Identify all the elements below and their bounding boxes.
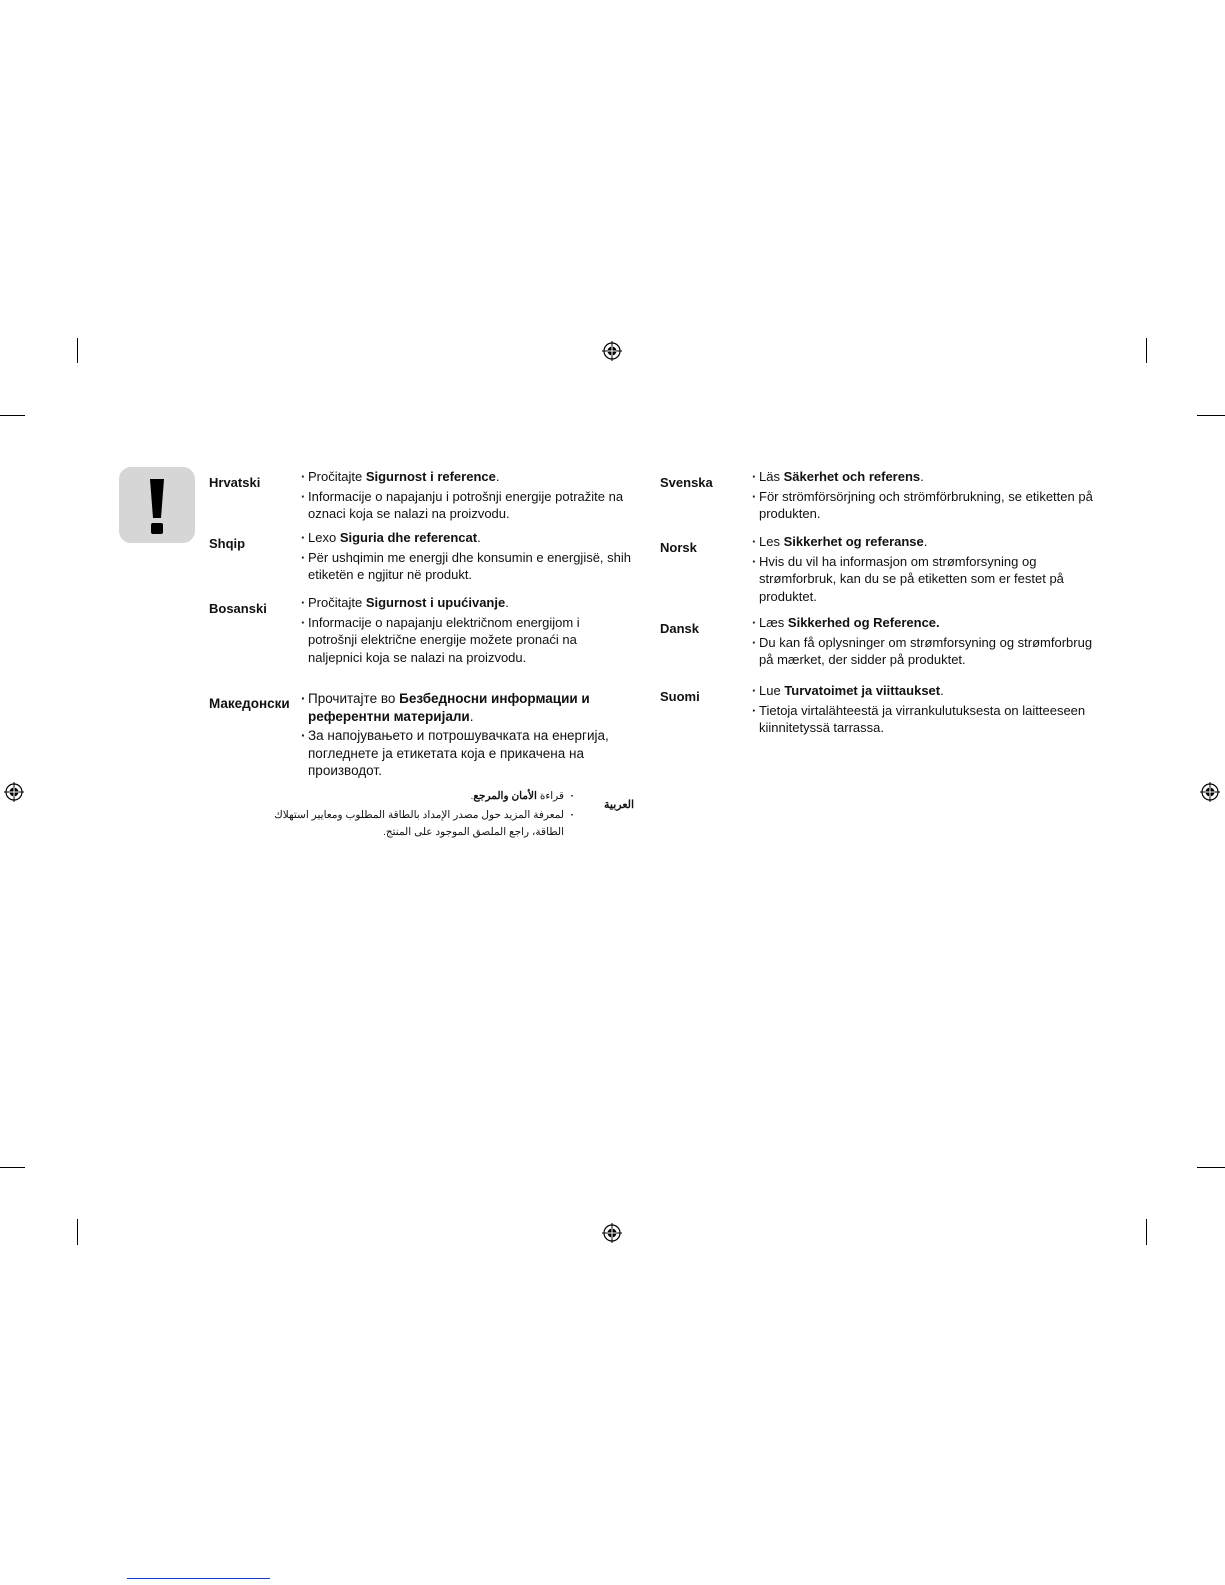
document-title: Säkerhet och referens (783, 469, 921, 484)
language-label-hrvatski: Hrvatski (209, 475, 261, 490)
registration-mark-icon (1200, 782, 1220, 802)
section-svenska (752, 468, 1107, 525)
section-bosanski (301, 594, 606, 668)
language-label-makedonski: Македонски (209, 696, 290, 711)
bullet-power-info: · За напојувањето и потрошувачката на енергија, погледнете ја етикетата која е прикачена на производот. (301, 727, 621, 780)
section-dansk (752, 614, 1097, 671)
crop-mark-upper-right-horizontal (1197, 415, 1225, 416)
crop-mark-lower-left-horizontal (0, 1167, 25, 1168)
document-title: Turvatoimet ja viittaukset (784, 683, 941, 698)
section-suomi (752, 682, 1112, 739)
section-makedonski (301, 690, 621, 782)
document-title: Sikkerhed og Reference. (787, 615, 940, 630)
crop-mark-bottom-right-vertical (1146, 1219, 1147, 1245)
bullet-power-info: · Hvis du vil ha informasjon om strømforsyning og strømforbruk, kan du se på etiketten som er festet på produktet. (752, 553, 1097, 606)
bullet-read: · Lue Turvatoimet ja viittaukset. (752, 682, 1112, 700)
crop-mark-upper-left-horizontal (0, 415, 25, 416)
document-title: Sigurnost i upućivanje (365, 595, 506, 610)
language-label-dansk: Dansk (660, 621, 700, 636)
warning-box (119, 467, 195, 543)
crop-mark-bottom-left-vertical (77, 1219, 78, 1245)
bullet-power-info: · لمعرفة المزيد حول مصدر الإمداد بالطاقة المطلوب ومعايير استهلاك الطاقة، راجع الملصق الموجود على المنتج. (268, 807, 574, 841)
document-title: Sikkerhet og referanse (783, 534, 924, 549)
bullet-power-info: · Tietoja virtalähteestä ja virrankulutuksesta on laitteeseen kiinnitetyssä tarrassa. (752, 702, 1112, 737)
language-label-arabic: العربية (604, 799, 635, 811)
section-norsk (752, 533, 1097, 607)
bullet-read: · Läs Säkerhet och referens. (752, 468, 1107, 486)
bullet-power-info: · Për ushqimin me energji dhe konsumin e energjisë, shih etiketën e ngjitur në produkt. (301, 549, 631, 584)
footer-line (127, 1578, 270, 1579)
bullet-read: · قراءة الأمان والمرجع. (268, 788, 574, 805)
section-shqip (301, 529, 631, 586)
language-label-svenska: Svenska (660, 475, 713, 490)
language-label-norsk: Norsk (660, 540, 697, 555)
section-arabic (268, 788, 574, 843)
document-title: Siguria dhe referencat (339, 530, 478, 545)
bullet-read: · Прочитајте во Безбедносни информации и референтни материјали. (301, 690, 621, 725)
crop-mark-lower-right-horizontal (1197, 1167, 1225, 1168)
bullet-read: · Pročitajte Sigurnost i upućivanje. (301, 594, 606, 612)
bullet-read: · Lexo Siguria dhe referencat. (301, 529, 631, 547)
bullet-read: · Les Sikkerhet og referanse. (752, 533, 1097, 551)
registration-mark-icon (602, 341, 622, 361)
crop-mark-top-right-vertical (1146, 338, 1147, 363)
bullet-power-info: · För strömförsörjning och strömförbrukning, se etiketten på produkten. (752, 488, 1107, 523)
bullet-power-info: · Informacije o napajanju i potrošnji energije potražite na oznaci koja se nalazi na proizvodu. (301, 488, 646, 523)
language-label-bosanski: Bosanski (209, 601, 267, 616)
bullet-power-info: · Du kan få oplysninger om strømforsyning og strømforbrug på mærket, der sidder på produktet. (752, 634, 1097, 669)
crop-mark-top-left-vertical (77, 338, 78, 363)
bullet-power-info: · Informacije o napajanju električnom energijom i potrošnji električne energije možete pronaći na naljepnici koja se nalazi na proizvodu. (301, 614, 606, 667)
language-label-suomi: Suomi (660, 689, 700, 704)
section-hrvatski (301, 468, 646, 525)
registration-mark-icon (602, 1223, 622, 1243)
exclamation-icon (119, 467, 195, 543)
registration-mark-icon (4, 782, 24, 802)
language-label-shqip: Shqip (209, 536, 246, 551)
document-title: Sigurnost i reference (365, 469, 496, 484)
document-title: Безбедносни информации и референтни материјали (308, 691, 590, 724)
bullet-read: · Pročitajte Sigurnost i reference. (301, 468, 646, 486)
document-title: الأمان والمرجع (473, 790, 537, 802)
bullet-read: · Læs Sikkerhed og Reference. (752, 614, 1097, 632)
